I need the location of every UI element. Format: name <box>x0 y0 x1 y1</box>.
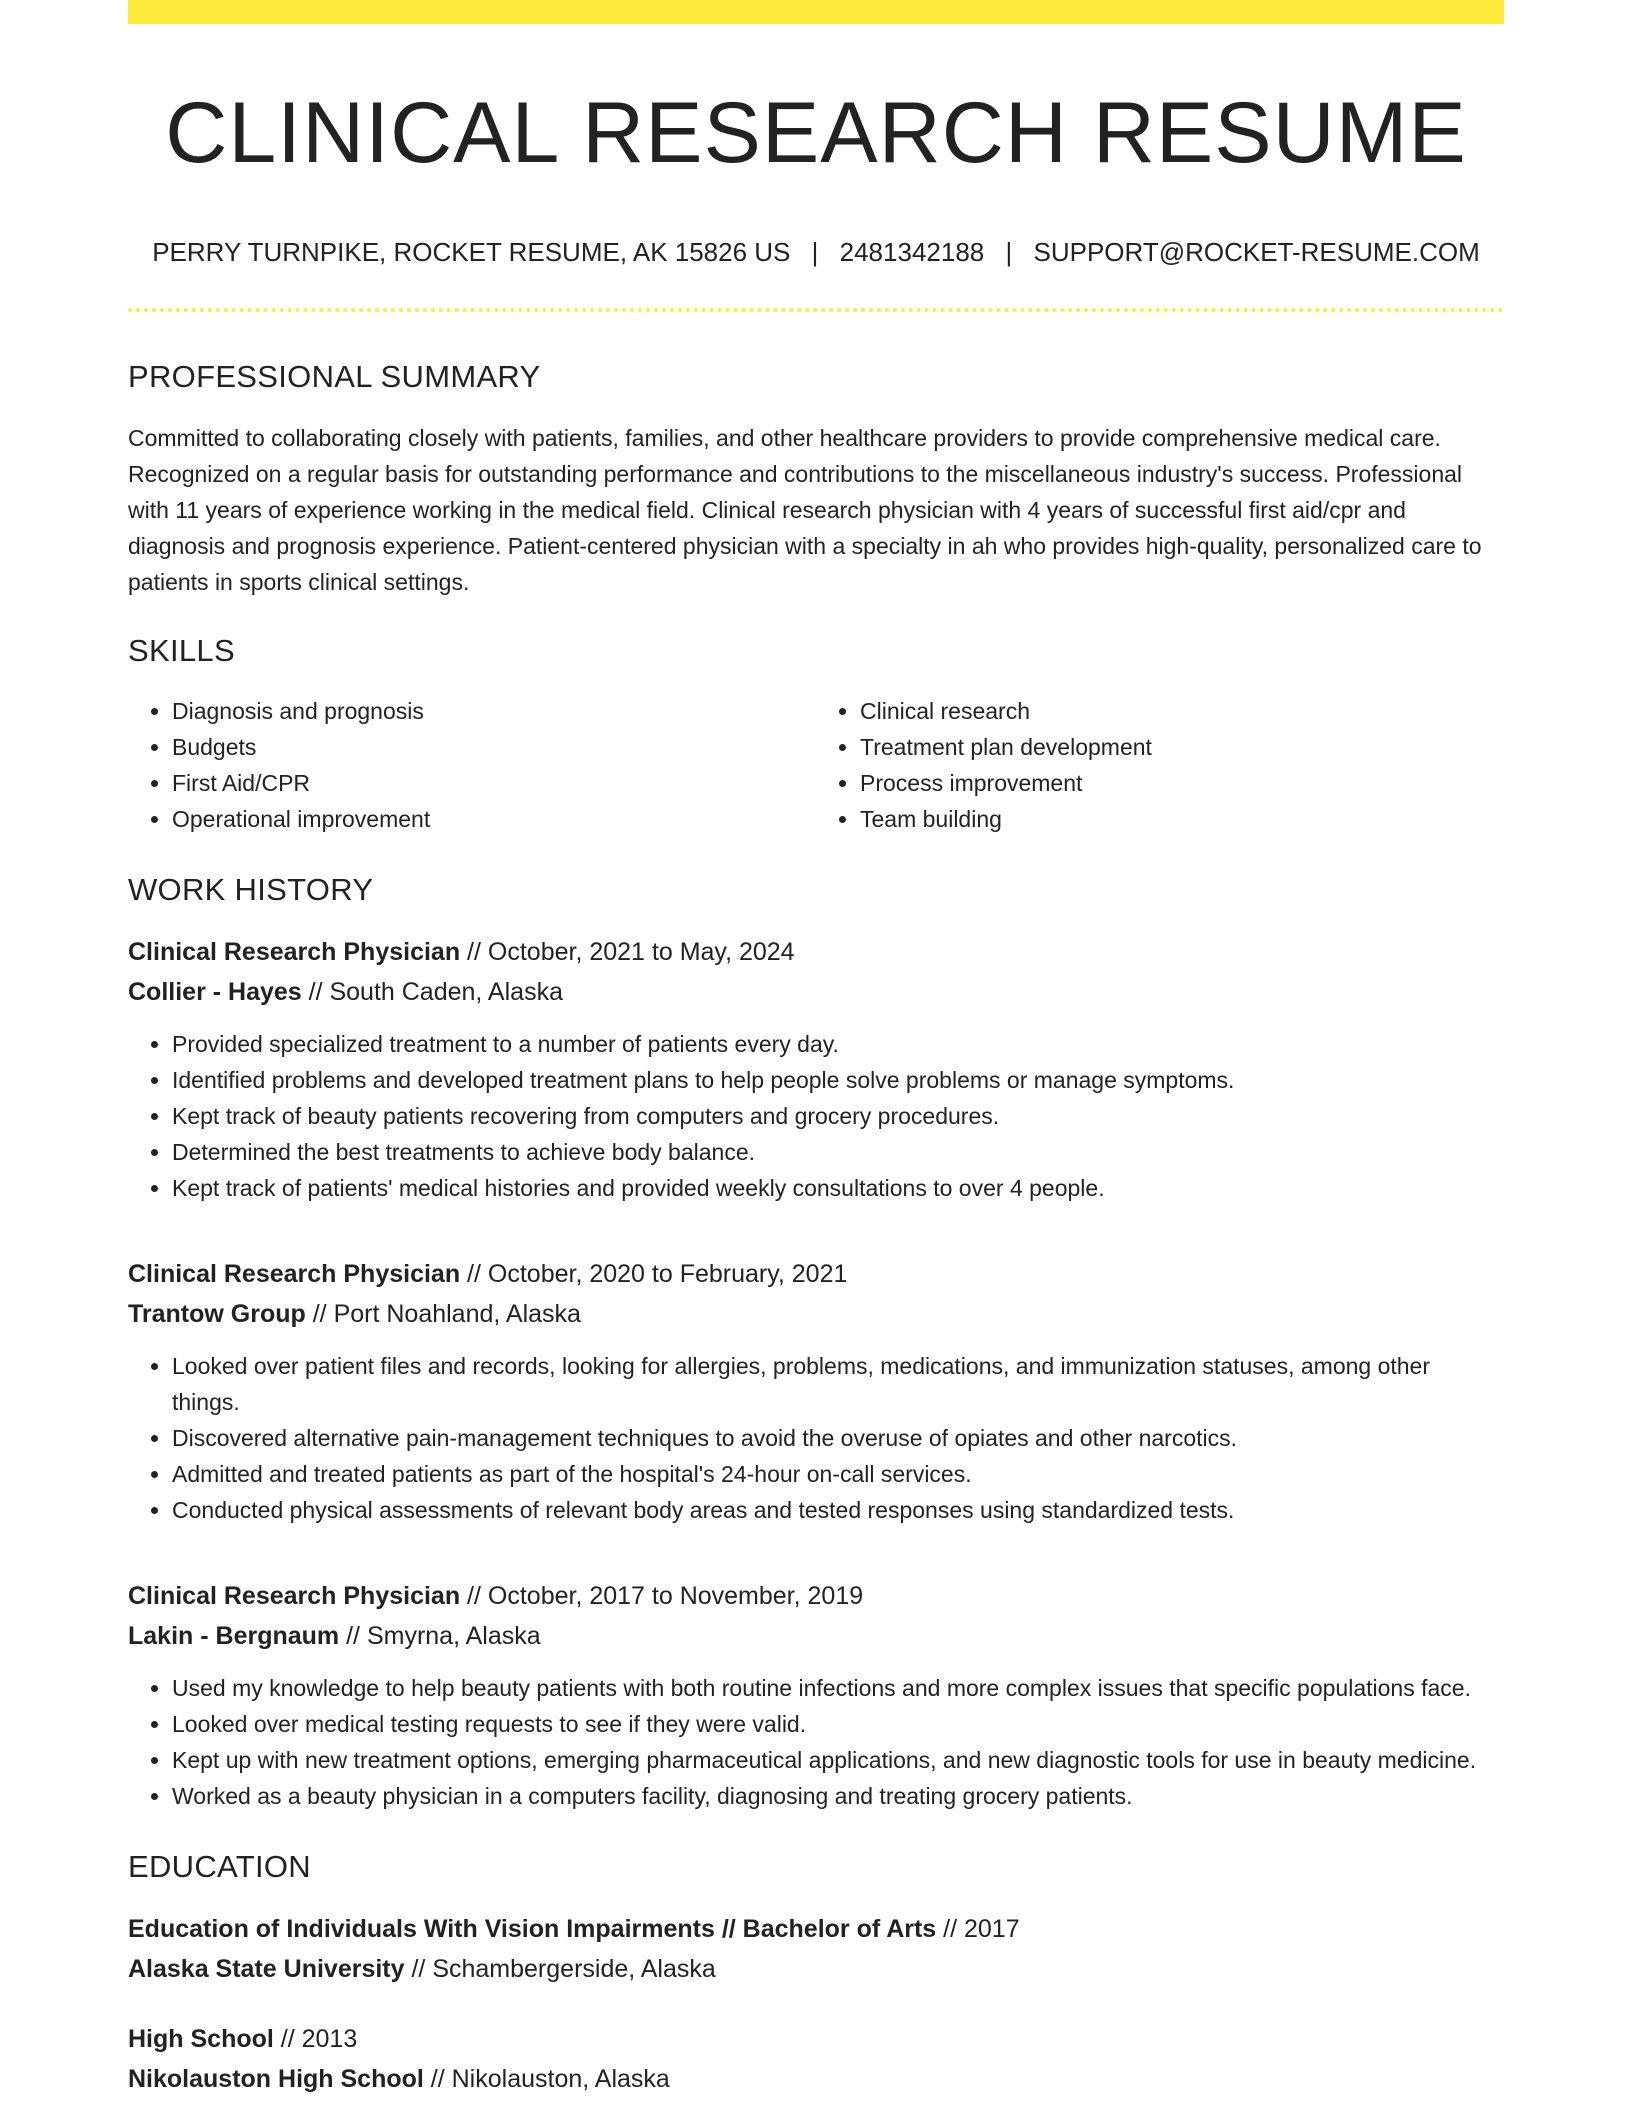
job-bullet: • Used my knowledge to help beauty patients with both routine infections and more complex issues that specific populations face. <box>172 1670 1504 1706</box>
job-location: // South Caden, Alaska <box>301 977 563 1006</box>
section-heading: WORK HISTORY <box>128 871 374 907</box>
skill-item: • Clinical research <box>860 693 1504 729</box>
skills-column-right <box>816 693 1504 837</box>
resume-page <box>128 0 1504 2099</box>
job-title: Clinical Research Physician <box>128 1581 461 1610</box>
job-entry <box>128 1576 1504 1814</box>
summary-text: Committed to collaborating closely with patients, families, and other healthcare providers to provide comprehensive medical care. Recognized on a regular basis for outstanding performance and contributions to the miscellaneous industry's success. Professional with 11 years of experience working in the medical field. Clinical research physician with 4 years of successful first aid/cpr and diagnosis and prognosis experience. Patient-centered physician with a specialty in ah who provides high-quality, personalized care to patients in sports clinical settings. <box>128 424 1482 595</box>
job-dates: // October, 2017 to November, 2019 <box>460 1581 864 1610</box>
education-location: // Schambergerside, Alaska <box>404 1955 716 1984</box>
job-company: Lakin - Bergnaum <box>128 1621 340 1650</box>
job-company-line <box>128 1294 1504 1334</box>
job-bullet: • Identified problems and developed treatment plans to help people solve problems or manage symptoms. <box>172 1062 1504 1098</box>
job-bullet: • Worked as a beauty physician in a computers facility, diagnosing and treating grocery patients. <box>172 1778 1504 1814</box>
job-entry <box>128 1254 1504 1528</box>
education-school: Nikolauston High School <box>128 2065 424 2094</box>
section-heading: PROFESSIONAL SUMMARY <box>128 359 541 395</box>
job-bullet: • Conducted physical assessments of relevant body areas and tested responses using standardized tests. <box>172 1492 1504 1528</box>
resume-title: CLINICAL RESEARCH RESUME <box>165 85 1467 181</box>
work-history-section <box>128 871 1504 1814</box>
job-location: // Smyrna, Alaska <box>339 1621 541 1650</box>
job-bullet: • Looked over medical testing requests to see if they were valid. <box>172 1706 1504 1742</box>
education-school-line <box>128 1949 1504 1989</box>
section-heading: SKILLS <box>128 632 235 668</box>
skill-item: • Diagnosis and prognosis <box>172 693 816 729</box>
job-bullet: • Kept up with new treatment options, emerging pharmaceutical applications, and new diagnostic tools for use in beauty medicine. <box>172 1742 1504 1778</box>
job-bullet: • Provided specialized treatment to a number of patients every day. <box>172 1026 1504 1062</box>
job-bullets <box>128 1026 1504 1206</box>
address: PERRY TURNPIKE, ROCKET RESUME, AK 15826 US <box>152 237 791 268</box>
job-bullets <box>128 1348 1504 1528</box>
skill-item: • Budgets <box>172 729 816 765</box>
separator: | <box>1005 237 1013 268</box>
job-title: Clinical Research Physician <box>128 937 461 966</box>
skills-section <box>128 632 1504 837</box>
job-title-line <box>128 1254 1504 1294</box>
education-school-line <box>128 2059 1504 2099</box>
education-degree-line <box>128 1909 1504 1949</box>
education-location: // Nikolauston, Alaska <box>423 2065 670 2094</box>
job-bullets <box>128 1670 1504 1814</box>
skills-grid <box>128 693 1504 837</box>
skills-column-left <box>128 693 816 837</box>
job-company-line <box>128 1616 1504 1656</box>
skill-item: • Process improvement <box>860 765 1504 801</box>
job-bullet: • Kept track of patients' medical histories and provided weekly consultations to over 4 people. <box>172 1170 1504 1206</box>
job-title-line <box>128 1576 1504 1616</box>
separator: | <box>811 237 819 268</box>
education-degree: Education of Individuals With Vision Impairments // Bachelor of Arts <box>128 1915 937 1944</box>
job-dates: // October, 2020 to February, 2021 <box>460 1259 848 1288</box>
job-bullet: • Kept track of beauty patients recovering from computers and grocery procedures. <box>172 1098 1504 1134</box>
job-bullet: • Discovered alternative pain-management techniques to avoid the overuse of opiates and other narcotics. <box>172 1420 1504 1456</box>
job-company: Collier - Hayes <box>128 977 302 1006</box>
job-bullet: • Admitted and treated patients as part of the hospital's 24-hour on-call services. <box>172 1456 1504 1492</box>
job-location: // Port Noahland, Alaska <box>305 1299 581 1328</box>
summary-section <box>128 358 1504 599</box>
education-school: Alaska State University <box>128 1955 405 1984</box>
education-entry <box>128 1909 1504 1989</box>
accent-bar <box>128 0 1504 24</box>
education-entry <box>128 2019 1504 2099</box>
skill-item: • Treatment plan development <box>860 729 1504 765</box>
skill-item: • Team building <box>860 801 1504 837</box>
email: SUPPORT@ROCKET-RESUME.COM <box>1033 237 1480 268</box>
job-company-line <box>128 972 1504 1012</box>
job-dates: // October, 2021 to May, 2024 <box>460 937 795 966</box>
job-bullet: • Looked over patient files and records, looking for allergies, problems, medications, and immunization statuses, among other things. <box>172 1348 1504 1420</box>
dotted-divider <box>128 308 1504 312</box>
education-year: // 2013 <box>273 2025 358 2054</box>
job-company: Trantow Group <box>128 1299 306 1328</box>
education-section <box>128 1848 1504 2099</box>
contact-line <box>128 237 1504 268</box>
job-title-line <box>128 932 1504 972</box>
job-bullet: • Determined the best treatments to achieve body balance. <box>172 1134 1504 1170</box>
section-heading: EDUCATION <box>128 1848 311 1884</box>
skill-item: • Operational improvement <box>172 801 816 837</box>
education-degree: High School <box>128 2025 274 2054</box>
phone: 2481342188 <box>839 237 985 268</box>
skill-item: • First Aid/CPR <box>172 765 816 801</box>
job-entry <box>128 932 1504 1206</box>
job-title: Clinical Research Physician <box>128 1259 461 1288</box>
education-year: // 2017 <box>936 1915 1020 1944</box>
education-degree-line <box>128 2019 1504 2059</box>
